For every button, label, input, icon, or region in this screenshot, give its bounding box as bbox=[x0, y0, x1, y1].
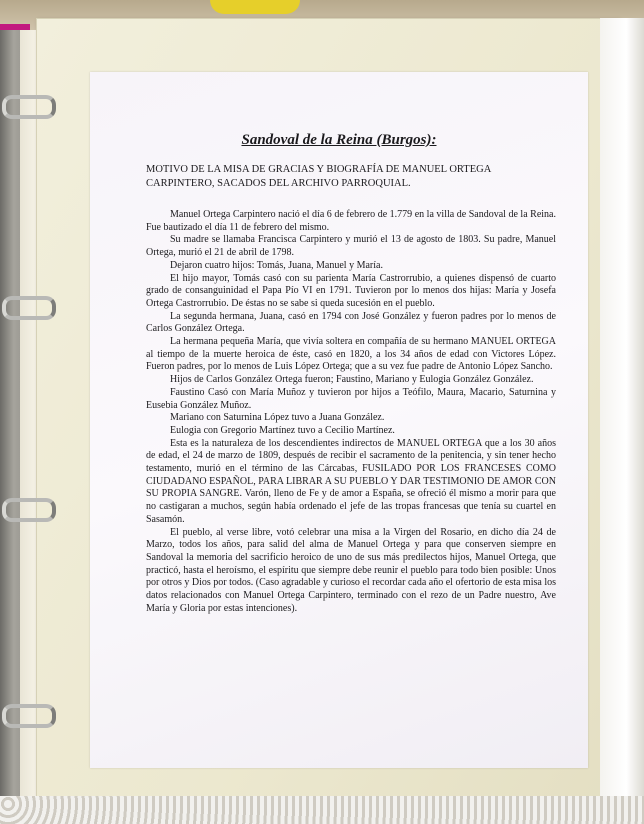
binder-ring-3 bbox=[2, 498, 56, 522]
paragraph: Manuel Ortega Carpintero nació el día 6 de febrero de 1.779 en la villa de Sandoval de la Reina. Fue bautizado el día 11 de febrero del mismo. bbox=[146, 209, 556, 233]
paragraph: Eulogia con Gregorio Martínez tuvo a Cecilio Martínez. bbox=[170, 424, 395, 436]
document-subtitle: MOTIVO DE LA MISA DE GRACIAS Y BIOGRAFÍA DE MANUEL ORTEGA CARPINTERO, SACADOS DEL ARCHIVO PARROQUIAL. bbox=[146, 164, 491, 189]
paragraph: La hermana pequeña María, que vivía soltera en compañía de su hermano MANUEL ORTEGA al tiempo de la muerte heroica de éste, casó en 1820, a los 34 años de edad con Victores López. Fueron padres, por lo menos de Luis López Ortega; que a su vez fue padre de Antonio López Sancho. bbox=[146, 336, 556, 373]
paragraph: El pueblo, al verse libre, votó celebrar una misa a la Virgen del Rosario, en dicho día 24 de Marzo, todos los años, para salid del alma de Manuel Ortega y para que conserven siempre en Sandoval la memoria del sacrificio heroico de uno de sus más predilectos hijos, Manuel Ortega, que practicó, hasta el heroísmo, el espíritu que siempre debe reunir el pueblo para todo bien posible: Unos por otros y Dios por todos. (Caso agradable y curioso el recordar cada año el ofertorio de esta misa los datos relacionados con Manuel Ortega Carpintero, terminado con el rezo de un Padre nuestro, Ave María y Gloria por estas intenciones). bbox=[146, 526, 556, 614]
binder-ring-4 bbox=[2, 704, 56, 728]
document-body bbox=[146, 209, 556, 616]
paragraph: El hijo mayor, Tomás casó con su parienta María Castrorrubio, a quienes dispensó de cuarto grado de consanguinidad el Papa Pío VI en 1791. Tuvieron por lo menos dos hijas: María y Josefa Ortega Castrorrubio. De éstas no se sabe si queda sucesión en el pueblo. bbox=[146, 272, 556, 309]
paragraph: La segunda hermana, Juana, casó en 1794 con José González y fueron padres por lo menos de Carlos González Ortega. bbox=[146, 310, 556, 335]
paragraph: Esta es la naturaleza de los descendientes indirectos de MANUEL ORTEGA que a los 30 años de edad, el 24 de marzo de 1809, después de recibir el sacramento de la penitencia, y sin tener hecho testamento, murió en el término de las Cárcabas, FUSILADO POR LOS FRANCESES COMO CIUDADANO ESPAÑOL, PARA LIBRAR A SU PUEBLO Y DAR TESTIMONIO DE AMOR CON SU PROPIA SANGRE. Varón, lleno de Fe y de amor a España, se ofreció él mismo a morir para que no castigaran a muchos, según había ordenado el jefe de las tropas francesas que tenía su cuartel en Sasamón. bbox=[146, 437, 556, 525]
plastic-glare bbox=[600, 18, 644, 798]
paragraph: Faustino Casó con María Muñoz y tuvieron por hijos a Teófilo, Maura, Macario, Saturnina y Eusebia González Muñoz. bbox=[146, 386, 556, 411]
binder-ring-2 bbox=[2, 296, 56, 320]
yellow-object bbox=[210, 0, 300, 14]
document-page bbox=[90, 72, 588, 768]
paragraph: Hijos de Carlos González Ortega fueron; Faustino, Mariano y Eulogia González González. bbox=[170, 374, 534, 386]
paragraph: Su madre se llamaba Francisca Carpintero y murió el 13 de agosto de 1803. Su padre, Manuel Ortega, murió el 21 de abril de 1798. bbox=[146, 234, 556, 259]
paragraph: Dejaron cuatro hijos: Tomás, Juana, Manuel y María. bbox=[170, 259, 383, 271]
document-title: Sandoval de la Reina (Burgos): bbox=[241, 132, 437, 148]
lace-doily bbox=[0, 796, 644, 824]
binder-ring-1 bbox=[2, 95, 56, 119]
paragraph: Mariano con Saturnina López tuvo a Juana González. bbox=[170, 412, 385, 424]
